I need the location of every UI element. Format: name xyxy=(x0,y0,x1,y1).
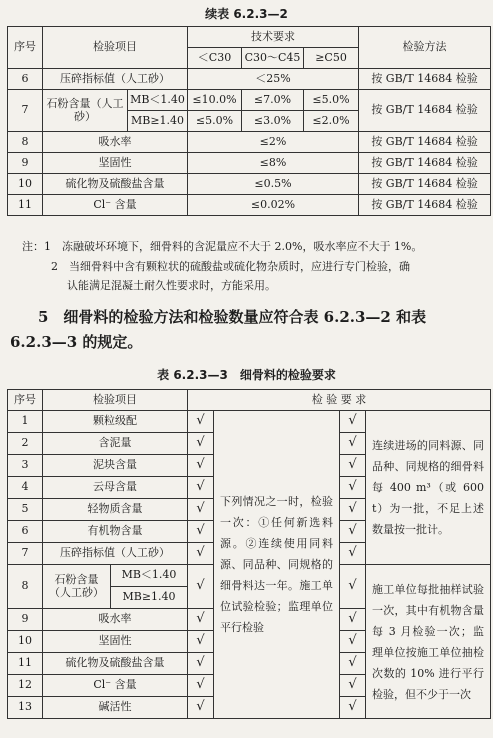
table-row xyxy=(8,132,491,153)
check-mark-icon: √ xyxy=(340,565,366,609)
t2-header-no: 序号 xyxy=(8,390,43,411)
check-mark-icon: √ xyxy=(188,609,214,631)
t1-header-no: 序号 xyxy=(8,27,43,69)
check-mark-icon: √ xyxy=(340,411,366,433)
table-row xyxy=(8,195,491,216)
check-mark-icon: √ xyxy=(340,477,366,499)
row-no: 11 xyxy=(8,653,43,675)
row-subitem: MB≥1.40 xyxy=(111,587,188,609)
row-subitem: MB≥1.40 xyxy=(128,111,188,132)
row-no: 9 xyxy=(8,609,43,631)
check-mark-icon: √ xyxy=(188,521,214,543)
row-item: 吸水率 xyxy=(43,609,188,631)
row-method: 按 GB/T 14684 检验 xyxy=(359,69,491,90)
note-1: 注：1 冻融破坏环境下，细骨料的含泥量应不大于 2.0%，吸水率应不大于 1%。 xyxy=(22,240,423,253)
t1-header-tech: 技术要求 xyxy=(188,27,359,48)
check-mark-icon: √ xyxy=(188,631,214,653)
table-row xyxy=(8,90,491,111)
row-value: ≤5.0% xyxy=(304,90,359,111)
row-item: 压碎指标值（人工砂） xyxy=(43,543,188,565)
row-no: 9 xyxy=(8,153,43,174)
row-item: 颗粒级配 xyxy=(43,411,188,433)
table2 xyxy=(7,389,491,719)
row-req: ≤2% xyxy=(188,132,359,153)
row-value: ≤7.0% xyxy=(242,90,304,111)
row-method: 按 GB/T 14684 检验 xyxy=(359,153,491,174)
row-no: 7 xyxy=(8,543,43,565)
check-mark-icon: √ xyxy=(188,411,214,433)
t2-header-req: 检 验 要 求 xyxy=(188,390,491,411)
row-method: 按 GB/T 14684 检验 xyxy=(359,90,491,132)
row-item: 含泥量 xyxy=(43,433,188,455)
row-no: 8 xyxy=(8,132,43,153)
table1 xyxy=(7,26,491,216)
paragraph-line-2: 6.2.3—3 的规定。 xyxy=(10,333,143,351)
row-item: 压碎指标值（人工砂） xyxy=(43,69,188,90)
row-req: ＜25% xyxy=(188,69,359,90)
check-mark-icon: √ xyxy=(340,543,366,565)
row-no: 1 xyxy=(8,411,43,433)
row-item: Cl⁻ 含量 xyxy=(43,675,188,697)
row-item: 有机物含量 xyxy=(43,521,188,543)
t1-sub-header: ≥C50 xyxy=(304,48,359,69)
table1-title: 续表 6.2.3—2 xyxy=(205,7,288,21)
t2-header-item: 检验项目 xyxy=(43,390,188,411)
row-no: 10 xyxy=(8,174,43,195)
check-mark-icon: √ xyxy=(188,675,214,697)
check-mark-icon: √ xyxy=(340,609,366,631)
inspection-conditions: 下列情况之一时，检验一次：①任何新选料源。②连续使用同料源、同品种、同规格的细骨料达一年。施工单位试验检验；监理单位平行检验 xyxy=(214,411,340,719)
row-method: 按 GB/T 14684 检验 xyxy=(359,174,491,195)
check-mark-icon: √ xyxy=(340,631,366,653)
row-item: Cl⁻ 含量 xyxy=(43,195,188,216)
row-subitem: MB＜1.40 xyxy=(128,90,188,111)
check-mark-icon: √ xyxy=(340,653,366,675)
check-mark-icon: √ xyxy=(188,543,214,565)
row-value: ≤10.0% xyxy=(188,90,242,111)
row-req: ≤8% xyxy=(188,153,359,174)
table-row xyxy=(8,411,491,433)
row-subitem: MB＜1.40 xyxy=(111,565,188,587)
batch-rule: 连续进场的同料源、同品种、同规格的细骨料每 400 m³（或 600 t）为一批，不足上述数量按一批计。 xyxy=(366,411,491,565)
row-item: 硫化物及硫酸盐含量 xyxy=(43,653,188,675)
row-req: ≤0.02% xyxy=(188,195,359,216)
check-mark-icon: √ xyxy=(340,697,366,719)
table-row xyxy=(8,69,491,90)
check-mark-icon: √ xyxy=(340,499,366,521)
table-row xyxy=(8,174,491,195)
paragraph-line-1: 5 细骨料的检验方法和检验数量应符合表 6.2.3—2 和表 xyxy=(38,308,427,326)
row-item: 碱活性 xyxy=(43,697,188,719)
note-2: 2 当细骨料中含有颗粒状的硫酸盐或硫化物杂质时，应进行专门检验，确 xyxy=(51,260,410,273)
check-mark-icon: √ xyxy=(188,499,214,521)
row-no: 7 xyxy=(8,90,43,132)
row-no: 5 xyxy=(8,499,43,521)
row-no: 8 xyxy=(8,565,43,609)
check-mark-icon: √ xyxy=(340,433,366,455)
row-item: 云母含量 xyxy=(43,477,188,499)
row-value: ≤2.0% xyxy=(304,111,359,132)
check-mark-icon: √ xyxy=(188,455,214,477)
row-no: 3 xyxy=(8,455,43,477)
check-mark-icon: √ xyxy=(188,697,214,719)
row-value: ≤3.0% xyxy=(242,111,304,132)
sampling-rule: 施工单位每批抽样试验一次，其中有机物含量每 3 月检验一次；监理单位按施工单位抽检次数的 10% 进行平行检验，但不少于一次 xyxy=(366,565,491,719)
row-item: 吸水率 xyxy=(43,132,188,153)
check-mark-icon: √ xyxy=(340,455,366,477)
row-item: 泥块含量 xyxy=(43,455,188,477)
check-mark-icon: √ xyxy=(188,433,214,455)
row-no: 2 xyxy=(8,433,43,455)
check-mark-icon: √ xyxy=(188,477,214,499)
row-no: 6 xyxy=(8,521,43,543)
t1-header-method: 检验方法 xyxy=(359,27,491,69)
row-no: 12 xyxy=(8,675,43,697)
row-no: 11 xyxy=(8,195,43,216)
row-item: 石粉含量（人工砂） xyxy=(43,565,111,609)
check-mark-icon: √ xyxy=(188,565,214,609)
row-value: ≤5.0% xyxy=(188,111,242,132)
table-row xyxy=(8,153,491,174)
row-item: 坚固性 xyxy=(43,153,188,174)
row-method: 按 GB/T 14684 检验 xyxy=(359,195,491,216)
row-item: 石粉含量（人工砂） xyxy=(43,90,128,132)
t1-sub-header: ＜C30 xyxy=(188,48,242,69)
check-mark-icon: √ xyxy=(340,521,366,543)
row-no: 4 xyxy=(8,477,43,499)
check-mark-icon: √ xyxy=(188,653,214,675)
table2-title: 表 6.2.3—3 细骨料的检验要求 xyxy=(157,368,336,382)
note-3: 认能满足混凝土耐久性要求时，方能采用。 xyxy=(67,279,276,292)
t1-sub-header: C30～C45 xyxy=(242,48,304,69)
row-req: ≤0.5% xyxy=(188,174,359,195)
check-mark-icon: √ xyxy=(340,675,366,697)
row-no: 10 xyxy=(8,631,43,653)
row-item: 硫化物及硫酸盐含量 xyxy=(43,174,188,195)
row-method: 按 GB/T 14684 检验 xyxy=(359,132,491,153)
t1-header-item: 检验项目 xyxy=(43,27,188,69)
row-no: 6 xyxy=(8,69,43,90)
row-no: 13 xyxy=(8,697,43,719)
row-item: 坚固性 xyxy=(43,631,188,653)
row-item: 轻物质含量 xyxy=(43,499,188,521)
